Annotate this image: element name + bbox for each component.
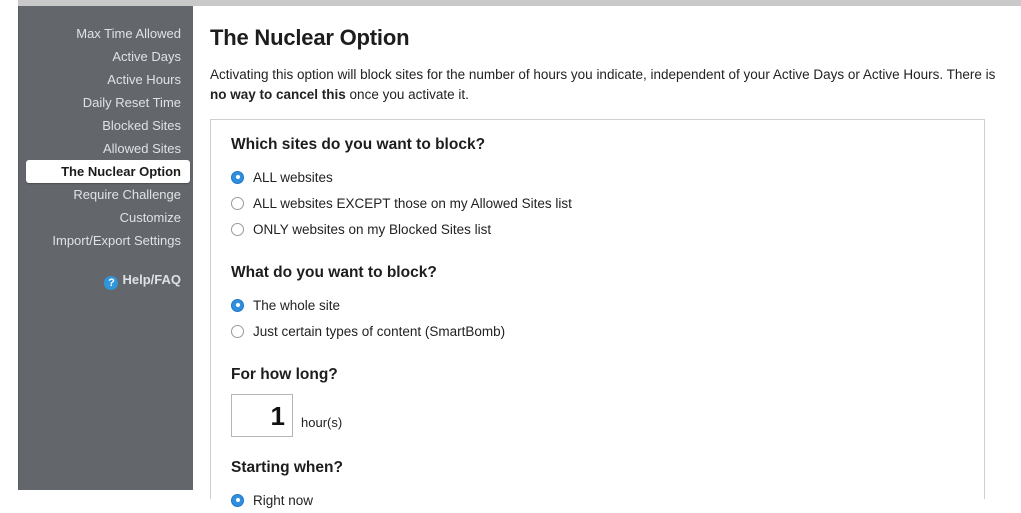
sidebar-item-help-faq[interactable]: [18, 272, 193, 290]
sidebar-item-require-challenge[interactable]: [18, 183, 193, 206]
duration-unit-label: hour(s): [301, 415, 343, 430]
sidebar-item-import-export-settings[interactable]: [18, 229, 193, 252]
sidebar-item-allowed-sites[interactable]: [18, 137, 193, 160]
sidebar-item-label: Active Days: [112, 49, 181, 64]
sidebar-item-label: Blocked Sites: [102, 118, 181, 133]
option-label: Just certain types of content (SmartBomb): [253, 323, 506, 339]
sidebar-item-label: Max Time Allowed: [76, 26, 181, 41]
option-all-websites[interactable]: [231, 164, 964, 190]
which-sites-heading: Which sites do you want to block?: [231, 136, 486, 153]
option-smartbomb[interactable]: [231, 318, 964, 344]
sidebar-item-label: Daily Reset Time: [82, 95, 181, 110]
nuclear-option-panel: [210, 119, 985, 508]
sidebar-item-blocked-sites[interactable]: [18, 114, 193, 137]
sidebar-item-customize[interactable]: [18, 206, 193, 229]
sidebar-item-the-nuclear-option[interactable]: [26, 160, 190, 183]
option-label: ALL websites: [253, 169, 333, 185]
intro-text-emphasis: no way to cancel this: [210, 87, 346, 102]
radio-whole-site-icon[interactable]: [231, 299, 244, 312]
sidebar-nav: [18, 6, 193, 290]
starting-when-heading: Starting when?: [231, 459, 343, 476]
intro-text-part1: Activating this option will block sites for the number of hours you indicate, independent of your Active Days or Active Hours. There is: [210, 67, 996, 82]
sidebar-item-label: Help/FAQ: [122, 272, 181, 287]
option-label: Right now: [253, 492, 314, 508]
duration-input[interactable]: 1: [231, 394, 293, 437]
duration-row: [231, 394, 964, 437]
intro-paragraph: [210, 65, 1000, 105]
nuclear-option-form: [211, 120, 984, 513]
sidebar-item-active-hours[interactable]: [18, 68, 193, 91]
intro-text-part2: once you activate it.: [345, 87, 469, 102]
sidebar-item-label: The Nuclear Option: [61, 164, 181, 179]
main-content: [193, 6, 1021, 508]
option-label: The whole site: [253, 297, 341, 313]
page-title: The Nuclear Option: [210, 25, 410, 50]
radio-all-websites-icon[interactable]: [231, 171, 244, 184]
sidebar-item-active-days[interactable]: [18, 45, 193, 68]
sidebar-item-label: Customize: [119, 210, 181, 225]
sidebar-item-label: Import/Export Settings: [52, 233, 181, 248]
radio-smartbomb-icon[interactable]: [231, 325, 244, 338]
option-whole-site[interactable]: [231, 292, 964, 318]
option-only-blocked[interactable]: [231, 216, 964, 242]
how-long-heading: For how long?: [231, 366, 338, 383]
radio-all-except-allowed-icon[interactable]: [231, 197, 244, 210]
option-label: ALL websites EXCEPT those on my Allowed Sites list: [253, 195, 572, 211]
sidebar-item-label: Allowed Sites: [102, 141, 181, 156]
sidebar-item-label: Active Hours: [107, 72, 181, 87]
question-mark-icon: ?: [104, 276, 118, 290]
sidebar-item-label: Require Challenge: [73, 187, 181, 202]
option-label: ONLY websites on my Blocked Sites list: [253, 221, 492, 237]
sidebar-item-max-time-allowed[interactable]: [18, 22, 193, 45]
option-right-now[interactable]: [231, 487, 964, 513]
radio-right-now-icon[interactable]: [231, 494, 244, 507]
option-all-except-allowed[interactable]: [231, 190, 964, 216]
sidebar-item-daily-reset-time[interactable]: [18, 91, 193, 114]
radio-only-blocked-icon[interactable]: [231, 223, 244, 236]
what-block-heading: What do you want to block?: [231, 264, 437, 281]
sidebar: [18, 6, 193, 490]
